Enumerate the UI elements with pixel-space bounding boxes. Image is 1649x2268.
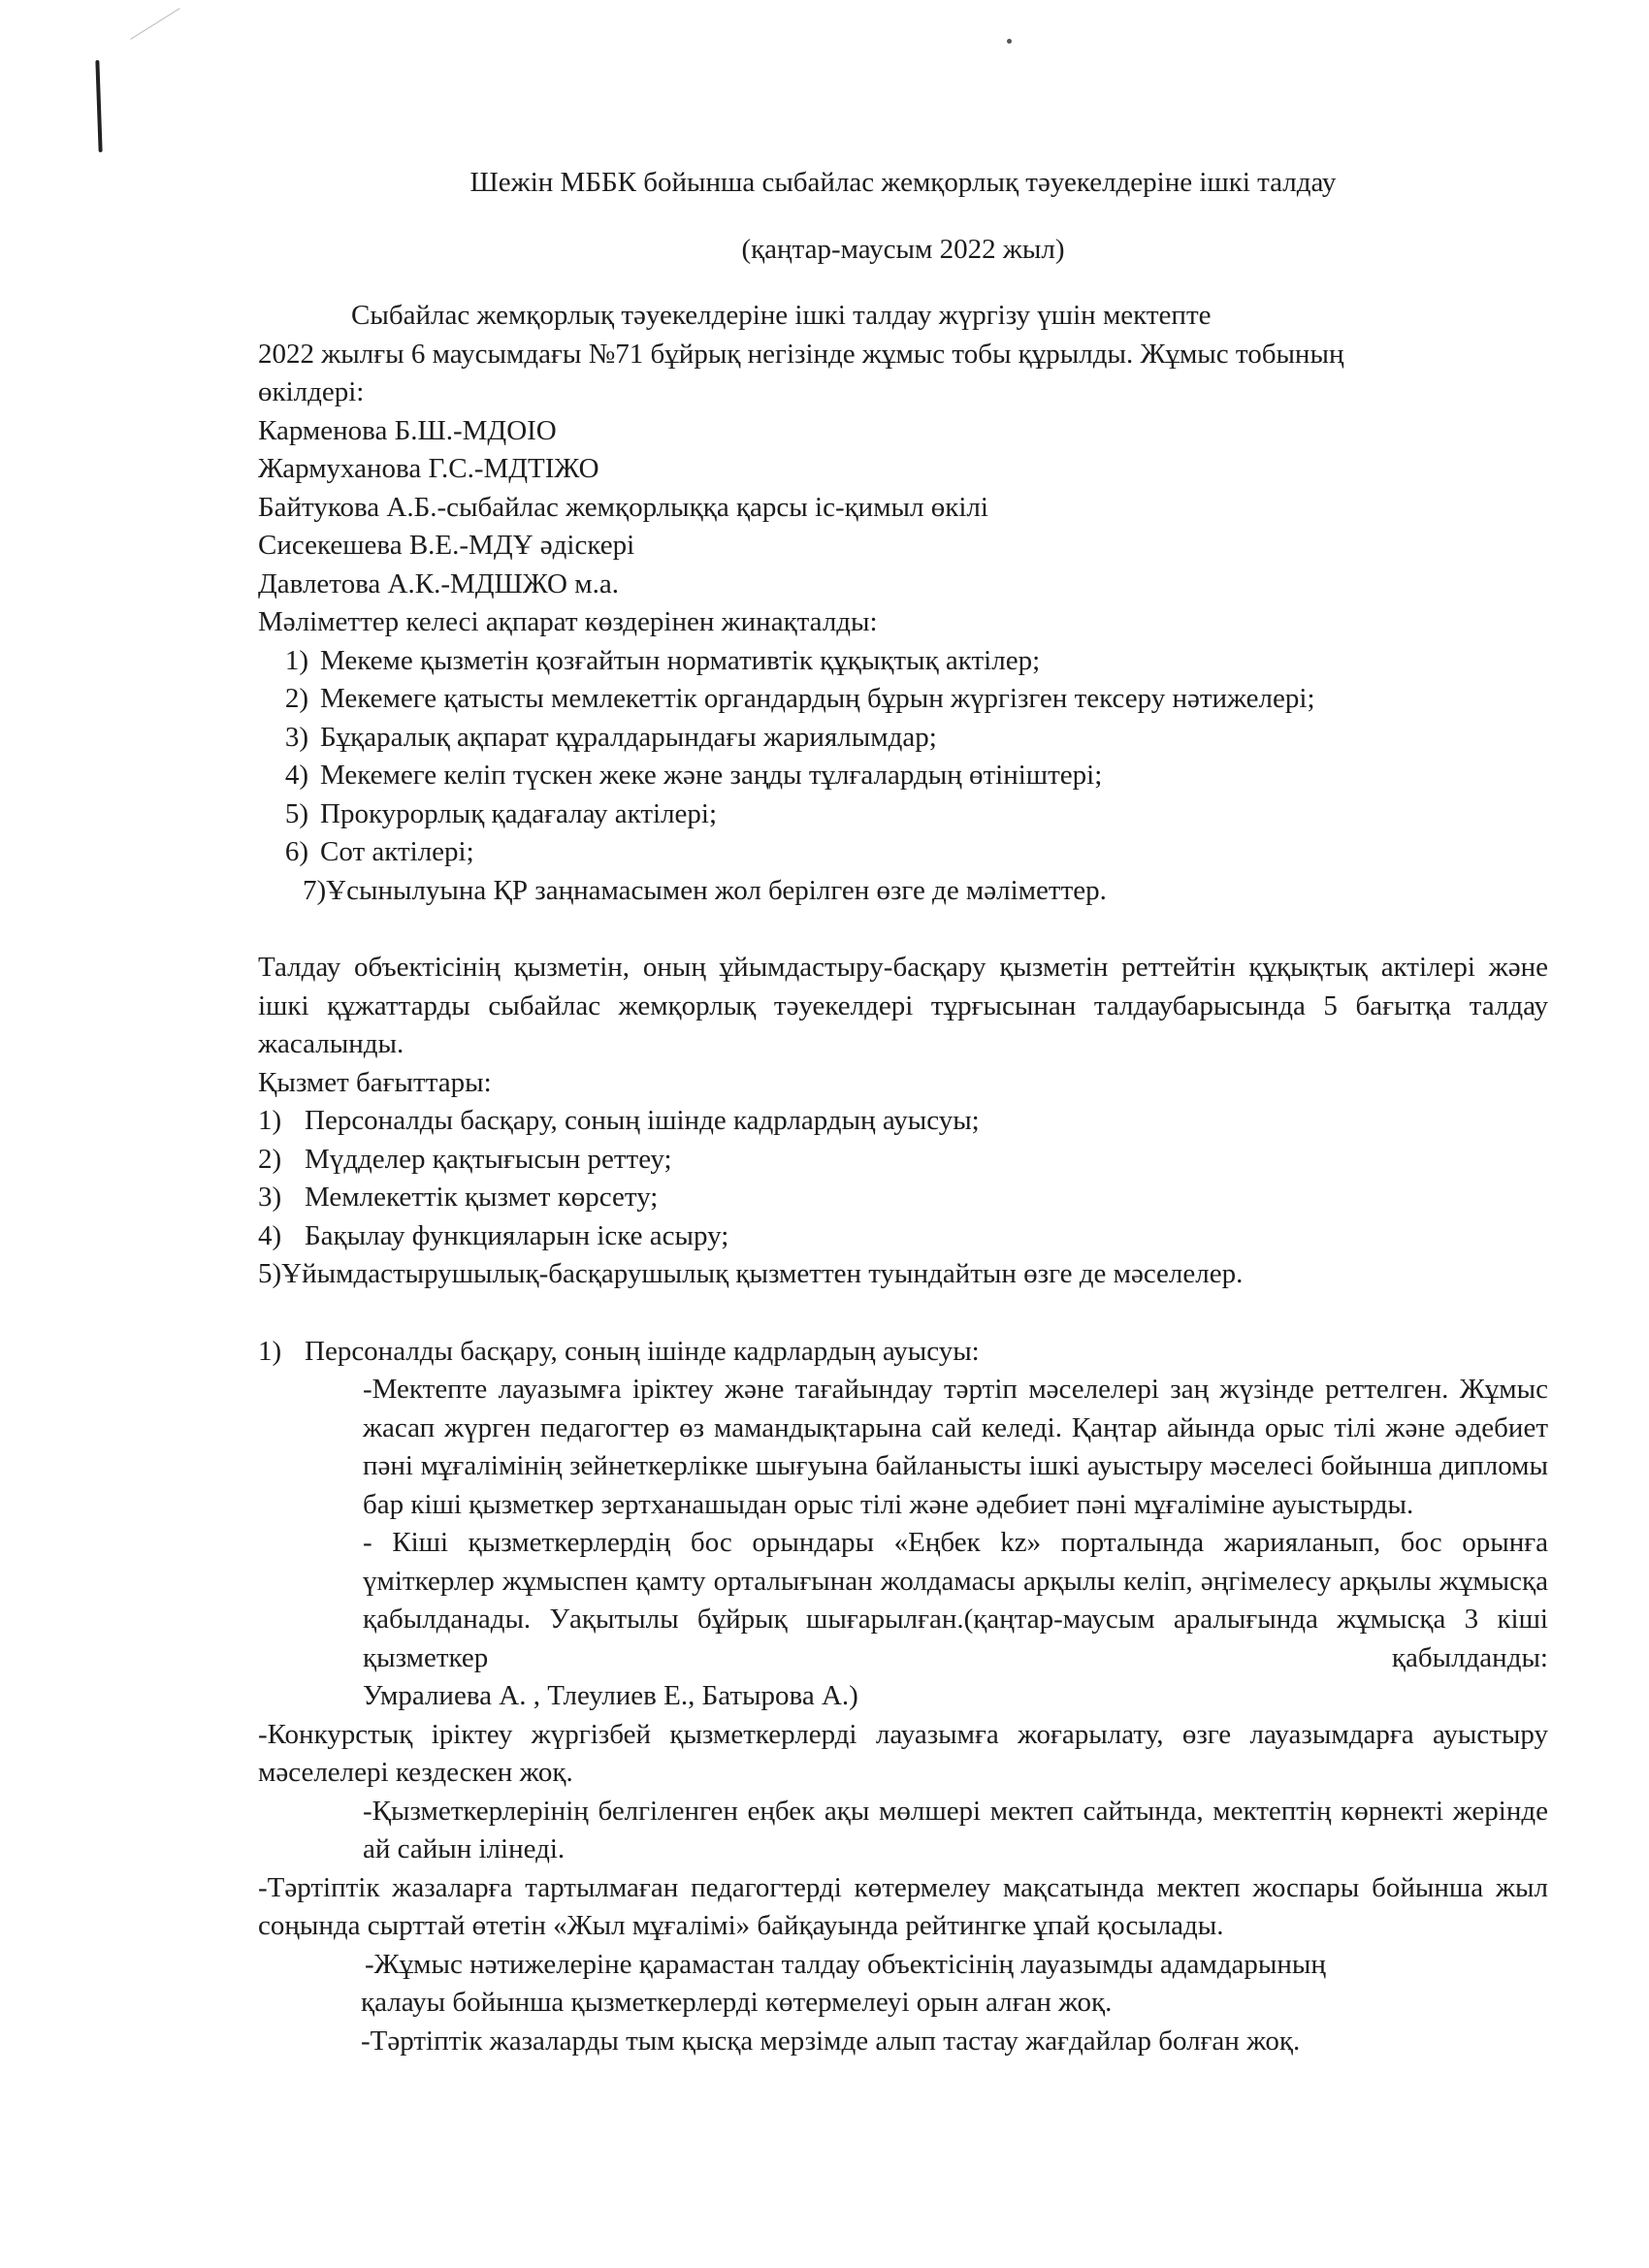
section-1-para-2: - Кіші қызметкерлердің бос орындары «Еңбек kz» порталында жарияланып, бос орынға үміткерлер жұмыспен қамту орталығынан жолдамасы арқылы келіп, әңгімелесу арқылы жұмысқа қабылданады. Уақытылы бұйрық шығарылған.(қаңтар-маусым аралығында жұмысқа 3 кіші қызметкер қабылданды: [363, 1527, 1548, 1673]
section-1-para-6-line-2: қалауы бойынша қызметкерлерді көтермелеуі орын алған жоқ. [361, 1987, 1113, 2018]
document-page [258, 136, 1548, 2060]
section-1-para-3: -Конкурстық іріктеу жүргізбей қызметкерлерді лауазымға жоғарылату, өзге лауазымдарға ауыстыру мәселелері кездескен жоқ. [258, 1718, 1548, 1788]
sources-list [258, 642, 1548, 872]
scan-dot-mark [1007, 39, 1012, 44]
member-4: Сисекешева В.Е.-МДҰ әдіскері [258, 530, 635, 561]
section-1-para-1: -Мектепте лауазымға іріктеу және тағайындау тәртіп мәселелері заң жүзінде реттелген. Жұмыс жасап жүрген педагогтер өз мамандықтарына сай келеді. Қаңтар айында орыс тілі және әдебиет пәні мұғалімінің зейнеткерлікке шығуына байланысты ішкі ауыстыру мәселесі бойынша дипломы бар кіші қызметкер зертханашыдан орыс тілі және әдебиет пәні мұғаліміне ауыстырды. [363, 1374, 1548, 1520]
spacer [258, 910, 1548, 949]
working-group-members [258, 412, 1548, 604]
sources-heading: Мәліметтер келесі ақпарат көздерінен жинақталды: [258, 606, 878, 637]
source-item-6: 6) Сот актілері; [284, 836, 474, 867]
analysis-paragraph: Талдау объектісінің қызметін, оның ұйымдастыру-басқару қызметін реттейтін құқықтық актілері және ішкі құжаттарды сыбайлас жемқорлық тәуекелдері тұрғысынан талдаубарысында 5 бағытқа талдау жасалынды. [258, 952, 1548, 1059]
member-1: Карменова Б.Ш.-МДОІО [258, 414, 557, 446]
intro-line-2: 2022 жылғы 6 маусымдағы №71 бұйрық негізінде жұмыс тобы құрылды. Жұмыс тобының [258, 338, 1344, 370]
source-item-1: 1) Мекеме қызметін қозғайтын нормативтік құқықтық актілер; [284, 644, 1041, 676]
section-1-heading: 1) Персоналды басқару, соның ішінде кадрлардың ауысуы: [258, 1335, 980, 1367]
source-item-3: 3) Бұқаралық ақпарат құралдарындағы жариялымдар; [284, 721, 937, 753]
document-title: Шежін МББК бойынша сыбайлас жемқорлық тәуекелдеріне ішкі талдау [469, 167, 1337, 198]
source-item-5: 5) Прокурорлық қадағалау актілері; [284, 797, 718, 829]
scan-edge-mark [95, 60, 102, 152]
document-period: (қаңтар-маусым 2022 жыл) [741, 233, 1065, 265]
direction-item-3: 3) Мемлекеттік қызмет көрсету; [258, 1182, 659, 1213]
section-1-para-7: -Тәртіптік жазаларды тым қысқа мерзімде алып тастау жағдайлар болған жоқ. [361, 2025, 1301, 2057]
section-1-para-6-line-1: -Жұмыс нәтижелеріне қарамастан талдау объектісінің лауазымды адамдарының [365, 1948, 1326, 1980]
section-1-para-4: -Қызметкерлерінің белгіленген еңбек ақы мөлшері мектеп сайтында, мектептің көрнекті жерінде ай сайын ілінеді. [363, 1795, 1548, 1864]
member-5: Давлетова А.К.-МДШЖО м.а. [258, 567, 619, 599]
direction-item-4: 4) Бақылау функцияларын іске асыру; [258, 1219, 729, 1251]
scan-pencil-mark [130, 8, 179, 40]
direction-item-5: 5)Ұйымдастырушылық-басқарушылық қызметтен туындайтын өзге де мәселелер. [258, 1258, 1244, 1289]
source-item-7: 7)Ұсынылуына ҚР заңнамасымен жол берілген өзге де мәліметтер. [303, 874, 1107, 906]
section-1-para-2-names: Умралиева А. , Тлеулиев Е., Батырова А.) [363, 1680, 858, 1711]
source-item-2: 2) Мекемеге қатысты мемлекеттік органдардың бұрын жүргізген тексеру нәтижелері; [284, 683, 1315, 714]
source-item-4: 4) Мекемеге келіп түскен жеке және заңды тұлғалардың өтініштері; [284, 760, 1103, 791]
section-1-para-5: -Тәртіптік жазаларға тартылмаған педагогтерді көтермелеу мақсатында мектеп жоспары бойынша жыл соңында сырттай өтетін «Жыл мұғалімі» байқауында рейтингке ұпай қосылады. [258, 1871, 1548, 1941]
spacer [258, 1294, 1548, 1333]
intro-line-1: Сыбайлас жемқорлық тәуекелдеріне ішкі талдау жүргізу үшін мектепте [351, 300, 1212, 331]
direction-item-2: 2) Мүдделер қақтығысын реттеу; [258, 1143, 672, 1175]
member-3: Байтукова А.Б.-сыбайлас жемқорлыққа қарсы іс-қимыл өкілі [258, 491, 988, 523]
directions-list [258, 1102, 1548, 1255]
directions-heading: Қызмет бағыттары: [258, 1066, 492, 1098]
member-2: Жармуханова Г.С.-МДТІЖО [258, 453, 599, 484]
direction-item-1: 1) Персоналды басқару, соның ішінде кадрлардың ауысуы; [258, 1105, 980, 1136]
intro-line-3: өкілдері: [258, 376, 365, 407]
